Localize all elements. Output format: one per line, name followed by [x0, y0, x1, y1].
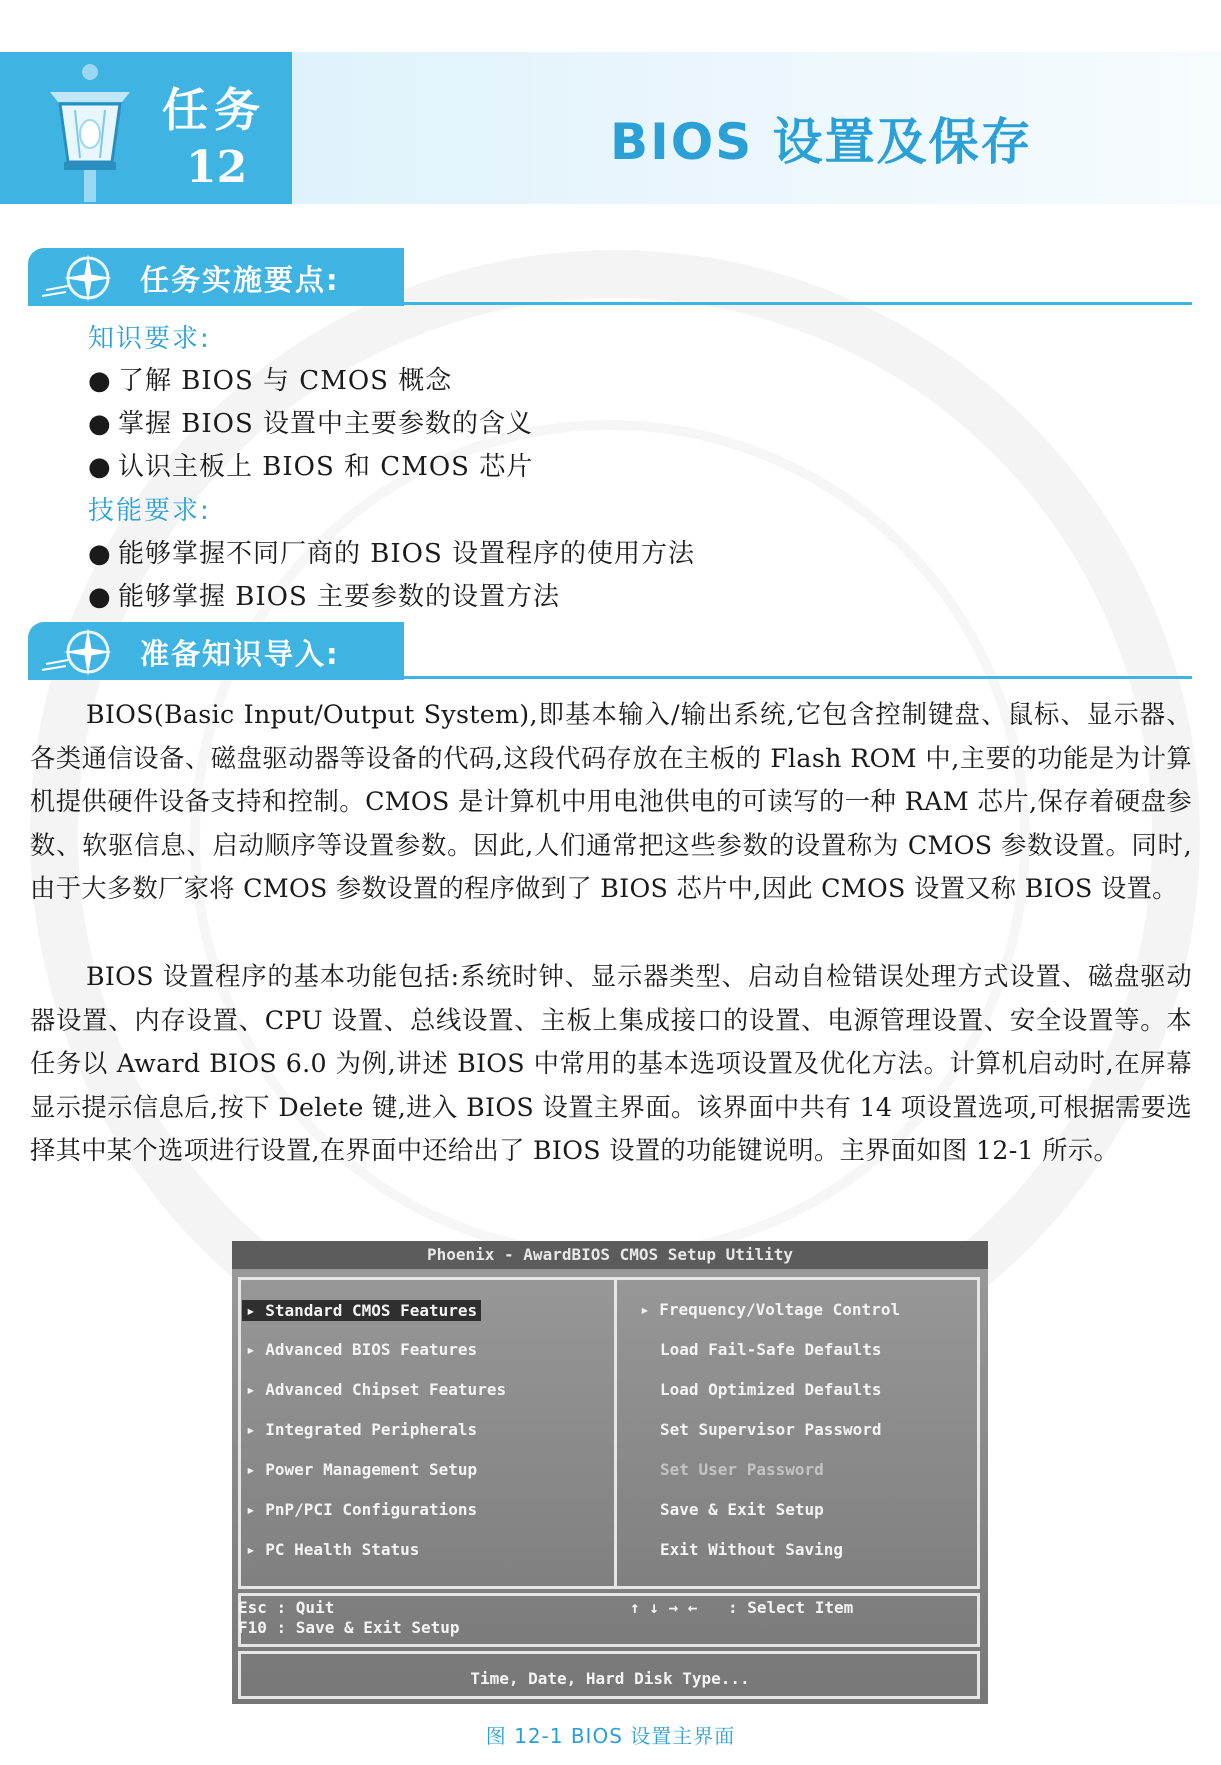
bios-title: Phoenix - AwardBIOS CMOS Setup Utility: [232, 1241, 988, 1269]
header-badge: [0, 52, 292, 204]
section-divider: [404, 676, 1192, 679]
list-item: ● 了解 BIOS 与 CMOS 概念: [88, 366, 453, 396]
header-title-band: [292, 52, 1221, 204]
task-label: 任务: [162, 83, 266, 137]
list-item: ● 能够掌握 BIOS 主要参数的设置方法: [88, 582, 561, 612]
bios-help-text: Time, Date, Hard Disk Type...: [470, 1669, 750, 1688]
skills-heading: 技能要求:: [88, 496, 211, 526]
bios-menu-item: Save & Exit Setup: [660, 1500, 824, 1519]
compass-icon: [38, 250, 128, 306]
bios-menu-item: Load Optimized Defaults: [660, 1380, 882, 1399]
list-item: ● 掌握 BIOS 设置中主要参数的含义: [88, 409, 534, 439]
figure-caption: 图 12-1 BIOS 设置主界面: [485, 1724, 736, 1748]
bios-menu-item: Exit Without Saving: [660, 1540, 844, 1559]
section-title: 任务实施要点:: [140, 263, 340, 297]
bios-menu-item: ▸ PC Health Status: [246, 1540, 420, 1559]
bios-menu-item: ▸ PnP/PCI Configurations: [246, 1500, 478, 1519]
bios-menu-item-standard-cmos: ▸ Standard CMOS Features: [242, 1300, 481, 1321]
body-paragraph: BIOS(Basic Input/Output System),即基本输入/输出系统,它包含控制键盘、鼠标、显示器、各类通信设备、磁盘驱动器等设备的代码,这段代码存放在主板的 Flash ROM 中,主要的功能是为计算机提供硬件设备支持和控制。CMOS 是计算机中用电池供电的可读写的一种 RAM 芯片,保存着硬盘参数、软驱信息、启动顺序等设置参数。因此,人们通常把这些参数的设置称为 CMOS 参数设置。同时,由于大多数厂家将 CMOS 参数设置的程序做到了 BIOS 芯片中,因此 CMOS 设置又称 BIOS 设置。: [30, 700, 1192, 904]
task-number: 12: [186, 142, 248, 193]
chapter-header: [0, 52, 1221, 204]
bios-key-select: : Select Item: [728, 1598, 854, 1617]
section-title: 准备知识导入:: [140, 637, 340, 671]
bios-menu-item: ▸ Advanced BIOS Features: [246, 1340, 478, 1359]
bios-setup-screenshot: [232, 1241, 988, 1704]
compass-icon: [38, 624, 128, 680]
bios-menu-item: Load Fail-Safe Defaults: [660, 1340, 882, 1359]
section-divider: [404, 302, 1192, 305]
knowledge-heading: 知识要求:: [88, 324, 211, 354]
lamp-icon: [30, 62, 150, 202]
bios-key-f10: F10 : Save & Exit Setup: [238, 1618, 460, 1637]
list-item: ● 能够掌握不同厂商的 BIOS 设置程序的使用方法: [88, 539, 696, 569]
bios-menu-divider: [614, 1277, 617, 1589]
bios-menu-item: Set User Password: [660, 1460, 824, 1479]
page-title: BIOS 设置及保存: [610, 113, 1033, 171]
list-item: ● 认识主板上 BIOS 和 CMOS 芯片: [88, 452, 534, 482]
section-key-points: [28, 248, 1192, 308]
bios-menu-item: ▸ Power Management Setup: [246, 1460, 478, 1479]
bios-menu-item: ▸ Integrated Peripherals: [246, 1420, 478, 1439]
body-paragraph: BIOS 设置程序的基本功能包括:系统时钟、显示器类型、启动自检错误处理方式设置、磁盘驱动器设置、内存设置、CPU 设置、总线设置、主板上集成接口的设置、电源管理设置、安全设置等。本任务以 Award BIOS 6.0 为例,讲述 BIOS 中常用的基本选项设置及优化方法。计算机启动时,在屏幕显示提示信息后,按下 Delete 键,进入 BIOS 设置主界面。该界面中共有 14 项设置选项,可根据需要选择其中某个选项进行设置,在界面中还给出了 BIOS 设置的功能键说明。主界面如图 12-1 所示。: [30, 962, 1192, 1166]
bios-menu-item: Set Supervisor Password: [660, 1420, 882, 1439]
bios-key-arrows: ↑ ↓ → ←: [630, 1598, 698, 1617]
section-intro: [28, 622, 1192, 682]
bios-key-esc: Esc : Quit: [238, 1598, 335, 1617]
bios-menu-item: ▸ Advanced Chipset Features: [246, 1380, 507, 1399]
bios-menu-item: ▸ Frequency/Voltage Control: [640, 1300, 901, 1319]
